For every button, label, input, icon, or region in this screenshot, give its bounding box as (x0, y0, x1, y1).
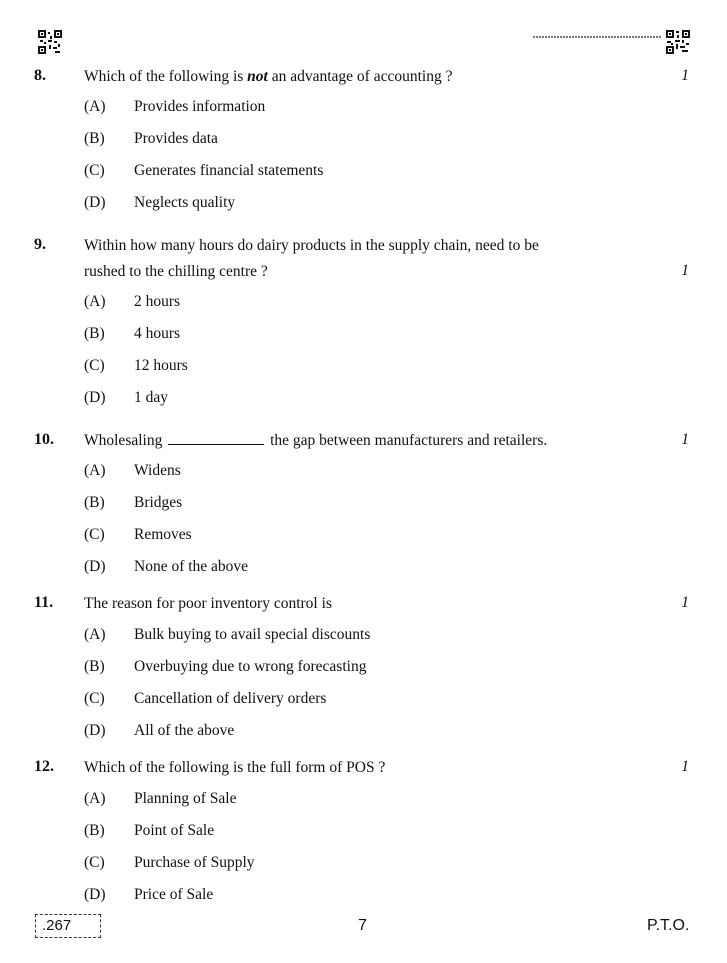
question-text: Wholesaling the gap between manufacturers and retailers. (84, 432, 548, 449)
question-number: 8. (34, 67, 46, 84)
emphasis-not: not (247, 68, 268, 85)
option-d: (D) 1 day (84, 389, 169, 406)
option-d: (D) All of the above (84, 722, 235, 739)
option-a: (A) 2 hours (84, 293, 181, 310)
option-a: (A) Provides information (84, 98, 266, 115)
question-marks: 1 (681, 262, 689, 279)
option-c: (C) Generates financial statements (84, 162, 324, 179)
question-marks: 1 (681, 594, 689, 611)
option-b: (B) Point of Sale (84, 822, 215, 839)
question-number: 9. (34, 236, 46, 253)
option-c: (C) 12 hours (84, 357, 188, 374)
option-d: (D) Price of Sale (84, 886, 214, 903)
option-b: (B) Overbuying due to wrong forecasting (84, 658, 367, 675)
qr-code-left (38, 30, 62, 54)
question-marks: 1 (681, 67, 689, 84)
question-text: The reason for poor inventory control is (84, 595, 332, 612)
option-c: (C) Cancellation of delivery orders (84, 690, 327, 707)
option-a: (A) Widens (84, 462, 181, 479)
option-d: (D) None of the above (84, 558, 249, 575)
question-text: Which of the following is the full form of POS ? (84, 759, 386, 776)
option-c: (C) Purchase of Supply (84, 854, 255, 871)
option-a: (A) Bulk buying to avail special discounts (84, 626, 371, 643)
option-b: (B) Provides data (84, 130, 218, 147)
micro-text-line (533, 36, 661, 38)
page-number: 7 (358, 917, 367, 934)
qr-code-right (666, 30, 690, 54)
question-marks: 1 (681, 758, 689, 775)
pto-label: P.T.O. (647, 917, 690, 934)
fill-in-blank (168, 432, 264, 445)
question-number: 11. (34, 594, 54, 611)
paper-code-box: .267 (35, 914, 101, 938)
option-d: (D) Neglects quality (84, 194, 236, 211)
question-text: Which of the following is not an advantage of accounting ? (84, 68, 453, 85)
option-b: (B) 4 hours (84, 325, 181, 342)
question-marks: 1 (681, 431, 689, 448)
question-text: Within how many hours do dairy products in the supply chain, need to be rushed to the chilling centre ? (84, 237, 539, 280)
question-number: 10. (34, 431, 54, 448)
option-c: (C) Removes (84, 526, 192, 543)
question-number: 12. (34, 758, 54, 775)
option-b: (B) Bridges (84, 494, 183, 511)
option-a: (A) Planning of Sale (84, 790, 237, 807)
